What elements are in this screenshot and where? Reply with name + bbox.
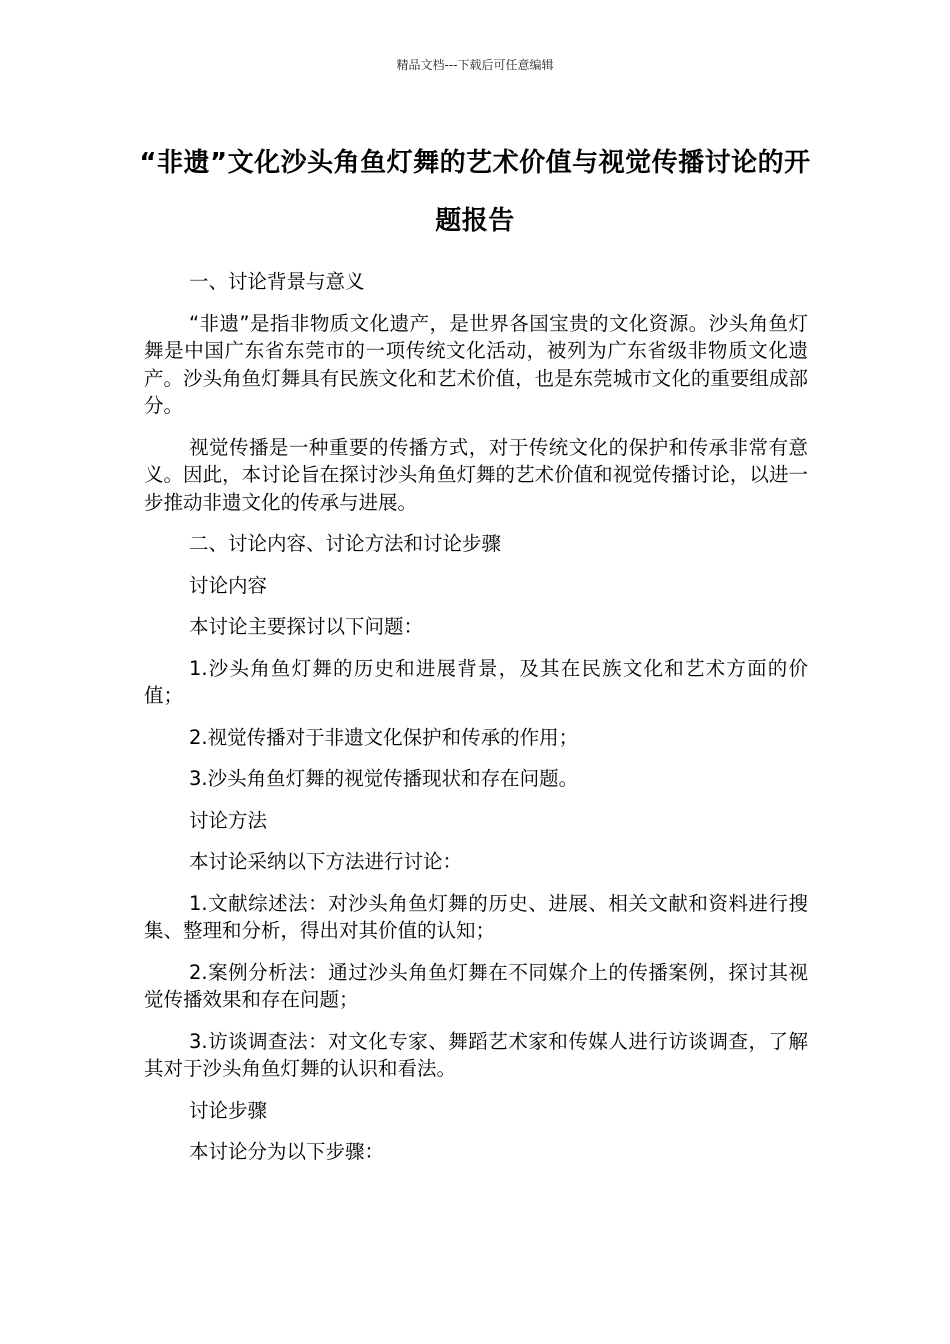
paragraph-steps-intro: 本讨论分为以下步骤： — [189, 1140, 385, 1163]
document-body — [144, 268, 808, 1180]
document-title: “非遗”文化沙头角鱼灯舞的艺术价值与视觉传播讨论的开题报告 — [139, 148, 811, 236]
subheading-steps: 讨论步骤 — [189, 1098, 268, 1122]
subheading-methods: 讨论方法 — [189, 808, 268, 832]
list-item-method-2: 2.案例分析法：通过沙头角鱼灯舞在不同媒介上的传播案例，探讨其视觉传播效果和存在问题； — [144, 960, 808, 1011]
section-heading-background: 一、讨论背景与意义 — [189, 270, 365, 293]
subheading-content: 讨论内容 — [189, 573, 268, 597]
list-item-content-3: 3.沙头角鱼灯舞的视觉传播现状和存在问题。 — [189, 767, 579, 790]
paragraph-content-intro: 本讨论主要探讨以下问题： — [189, 615, 424, 638]
paragraph-methods-intro: 本讨论采纳以下方法进行讨论： — [189, 850, 463, 873]
paragraph-feiyi-definition: “非遗”是指非物质文化遗产，是世界各国宝贵的文化资源。沙头角鱼灯舞是中国广东省东莞市的一项传统文化活动，被列为广东省级非物质文化遗产。沙头角鱼灯舞具有民族文化和艺术价值，也是东莞城市文化的重要组成部分。 — [144, 311, 808, 417]
list-item-method-1: 1.文献综述法：对沙头角鱼灯舞的历史、进展、相关文献和资料进行搜集、整理和分析，得出对其价值的认知； — [144, 891, 808, 942]
list-item-content-1: 1.沙头角鱼灯舞的历史和进展背景，及其在民族文化和艺术方面的价值； — [144, 656, 808, 707]
paragraph-visual-communication: 视觉传播是一种重要的传播方式，对于传统文化的保护和传承非常有意义。因此，本讨论旨在探讨沙头角鱼灯舞的艺术价值和视觉传播讨论，以进一步推动非遗文化的传承与进展。 — [144, 435, 808, 514]
list-item-content-2: 2.视觉传播对于非遗文化保护和传承的作用； — [189, 725, 579, 749]
section-heading-content-methods: 二、讨论内容、讨论方法和讨论步骤 — [189, 532, 502, 555]
list-item-method-3: 3.访谈调查法：对文化专家、舞蹈艺术家和传媒人进行访谈调查，了解其对于沙头角鱼灯舞的认识和看法。 — [144, 1029, 808, 1080]
page-header: 精品文档---下载后可任意编辑 — [396, 58, 554, 72]
